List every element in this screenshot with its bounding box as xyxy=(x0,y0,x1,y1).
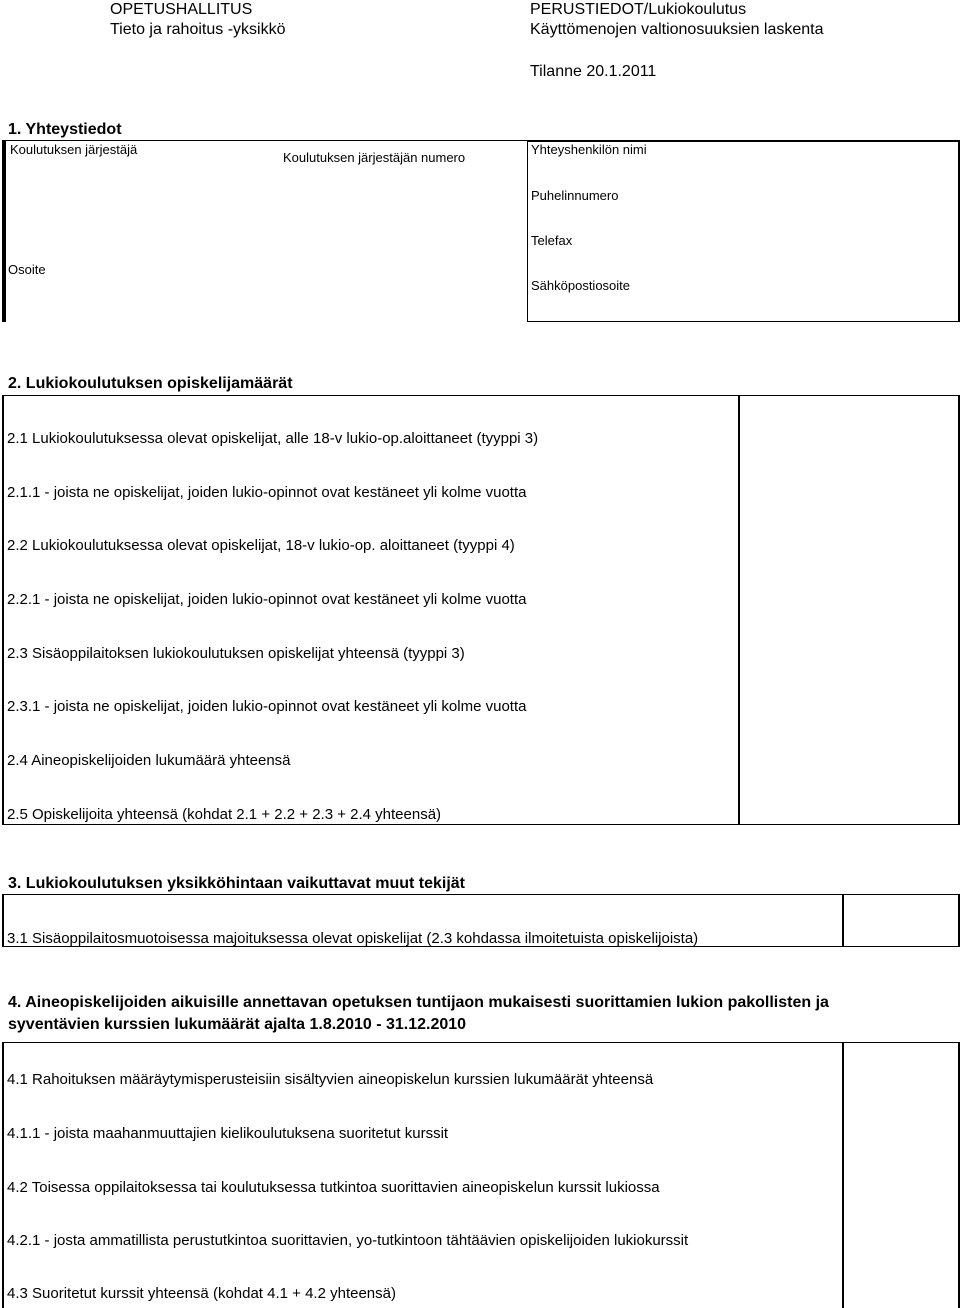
row-4-2-1: 4.2.1 - josta ammatillista perustutkintoa suorittavien, yo-tutkintoon tähtäävien opiskelijoiden lukiokurssit xyxy=(7,1232,689,1249)
phone-field[interactable]: Puhelinnumero xyxy=(531,188,619,203)
fax-field[interactable]: Telefax xyxy=(531,233,573,248)
form-border-bottom-right xyxy=(527,321,960,322)
row-2-4: 2.4 Aineopiskelijoiden lukumäärä yhteensä xyxy=(7,752,291,769)
row-4-1-1: 4.1.1 - joista maahanmuuttajien kielikoulutuksena suoritetut kurssit xyxy=(7,1125,449,1142)
s2-border-top xyxy=(2,395,960,396)
row-2-2: 2.2 Lukiokoulutuksessa olevat opiskelijat, 18-v lukio-op. aloittaneet (tyyppi 4) xyxy=(7,537,515,554)
row-4-3: 4.3 Suoritetut kurssit yhteensä (kohdat 4.1 + 4.2 yhteensä) xyxy=(7,1285,396,1302)
form-border-left xyxy=(2,140,6,322)
s2-border-left xyxy=(2,395,4,825)
s4-border-left xyxy=(2,1042,4,1308)
organizer-field[interactable]: Koulutuksen järjestäjä xyxy=(10,142,138,157)
row-2-5: 2.5 Opiskelijoita yhteensä (kohdat 2.1 + 2.2 + 2.3 + 2.4 yhteensä) xyxy=(7,806,442,823)
section2-title: 2. Lukiokoulutuksen opiskelijamäärät xyxy=(8,375,293,392)
s2-border-bottom xyxy=(2,824,960,825)
address-field[interactable]: Osoite xyxy=(8,262,46,277)
org-name: OPETUSHALLITUS xyxy=(110,1,253,18)
section4-title-line2: syventävien kurssien lukumäärät ajalta 1.8.2010 - 31.12.2010 xyxy=(8,1016,467,1033)
form-border-top-left xyxy=(2,140,528,141)
s3-border-left xyxy=(2,894,4,947)
s4-border-top xyxy=(2,1042,960,1043)
row-2-1: 2.1 Lukiokoulutuksessa olevat opiskelijat, alle 18-v lukio-op.aloittaneet (tyyppi 3) xyxy=(7,430,539,447)
organizer-number-field[interactable]: Koulutuksen järjestäjän numero xyxy=(283,150,466,165)
row-4-1: 4.1 Rahoituksen määräytymisperusteisiin sisältyvien aineopiskelun kurssien lukumäärät yhteensä xyxy=(7,1071,654,1088)
row-2-1-1: 2.1.1 - joista ne opiskelijat, joiden lukio-opinnot ovat kestäneet yli kolme vuotta xyxy=(7,484,527,501)
s2-col-divider xyxy=(738,395,740,825)
s3-border-top xyxy=(2,894,960,895)
row-2-3: 2.3 Sisäoppilaitoksen lukiokoulutuksen opiskelijat yhteensä (tyyppi 3) xyxy=(7,645,465,662)
row-3-1: 3.1 Sisäoppilaitosmuotoisessa majoituksessa olevat opiskelijat (2.3 kohdassa ilmoitetuista opiskelijoista) xyxy=(7,930,699,947)
form-divider xyxy=(527,140,528,322)
section1-title: 1. Yhteystiedot xyxy=(8,121,122,138)
status-date: Tilanne 20.1.2011 xyxy=(530,63,657,80)
s4-col-divider xyxy=(842,1042,844,1308)
section3-title: 3. Lukiokoulutuksen yksikköhintaan vaikuttavat muut tekijät xyxy=(8,875,466,892)
email-field[interactable]: Sähköpostiosoite xyxy=(531,278,631,293)
row-4-2: 4.2 Toisessa oppilaitoksessa tai koulutuksessa tutkintoa suorittavien aineopiskelun kurssit lukiossa xyxy=(7,1179,660,1196)
row-2-2-1: 2.2.1 - joista ne opiskelijat, joiden lukio-opinnot ovat kestäneet yli kolme vuotta xyxy=(7,591,527,608)
row-2-3-1: 2.3.1 - joista ne opiskelijat, joiden lukio-opinnot ovat kestäneet yli kolme vuotta xyxy=(7,698,527,715)
org-unit: Tieto ja rahoitus -yksikkö xyxy=(110,21,286,38)
doc-title: PERUSTIEDOT/Lukiokoulutus xyxy=(530,1,747,18)
section4-title-line1: 4. Aineopiskelijoiden aikuisille annettavan opetuksen tuntijaon mukaisesti suorittamien lukion pakollisten ja xyxy=(8,994,829,1011)
doc-subtitle: Käyttömenojen valtionosuuksien laskenta xyxy=(530,21,824,38)
s3-col-divider xyxy=(842,894,844,947)
contact-name-field[interactable]: Yhteyshenkilön nimi xyxy=(531,142,647,157)
